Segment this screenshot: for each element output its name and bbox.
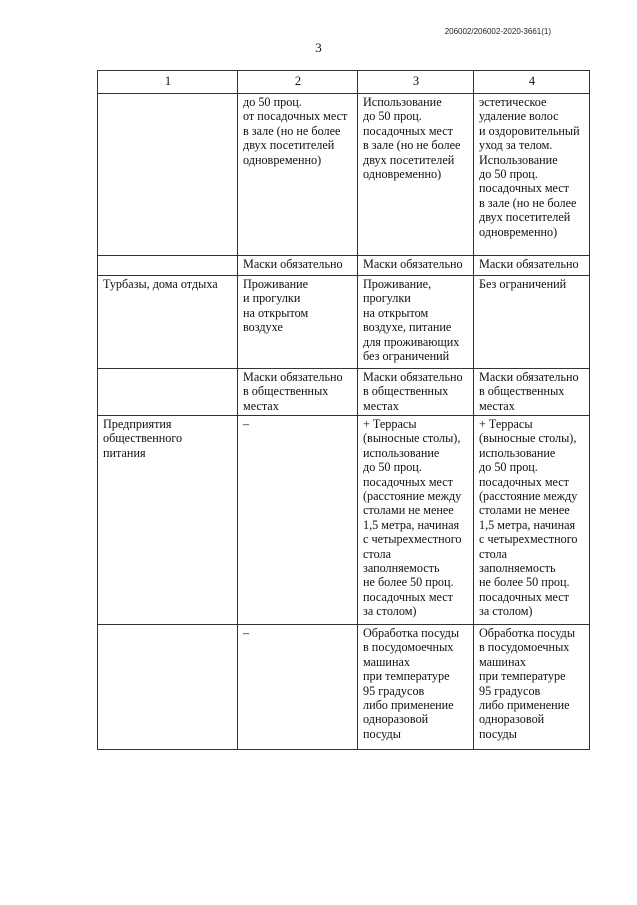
category-cell <box>98 94 238 256</box>
column-header-2: 2 <box>238 71 358 94</box>
table-row <box>98 94 590 256</box>
table-cell: – <box>238 625 358 750</box>
page-number: 3 <box>315 40 322 55</box>
table-cell: Обработка посуды в посудомоечных машинах при температуре 95 градусов либо применение одноразовой посуды <box>358 625 474 750</box>
table-row <box>98 256 590 276</box>
table-cell: + Террасы (выносные столы), использование до 50 проц. посадочных мест (расстояние между столами не менее 1,5 метра, начиная с четырехместного стола заполняемость не более 50 проц. посадочных мест за столом) <box>358 416 474 625</box>
column-header-3: 3 <box>358 71 474 94</box>
table-cell: + Террасы (выносные столы), использование до 50 проц. посадочных мест (расстояние между столами не менее 1,5 метра, начиная с четырехместного стола заполняемость не более 50 проц. посадочных мест за столом) <box>474 416 590 625</box>
table-row <box>98 625 590 750</box>
table-row <box>98 369 590 416</box>
table-cell: Маски обязательно в общественных местах <box>474 369 590 416</box>
document-id: 206002/206002-2020-3661(1) <box>444 27 551 36</box>
table-cell: Маски обязательно <box>474 256 590 276</box>
table-cell: Маски обязательно <box>358 256 474 276</box>
category-cell <box>98 369 238 416</box>
table-cell: до 50 проц. от посадочных мест в зале (но не более двух посетителей одновременно) <box>238 94 358 256</box>
restrictions-table <box>97 70 590 750</box>
column-header-4: 4 <box>474 71 590 94</box>
table-row <box>98 276 590 369</box>
category-cell: Турбазы, дома отдыха <box>98 276 238 369</box>
table-cell: Обработка посуды в посудомоечных машинах при температуре 95 градусов либо применение одноразовой посуды <box>474 625 590 750</box>
table-cell: эстетическое удаление волос и оздоровительный уход за телом. Использование до 50 проц. посадочных мест в зале (но не более двух посетителей одновременно) <box>474 94 590 256</box>
table-cell: Проживание и прогулки на открытом воздухе <box>238 276 358 369</box>
table-cell: Маски обязательно <box>238 256 358 276</box>
table-cell: Маски обязательно в общественных местах <box>358 369 474 416</box>
category-cell <box>98 625 238 750</box>
table-cell: Без ограничений <box>474 276 590 369</box>
table-row <box>98 416 590 625</box>
table-cell: Маски обязательно в общественных местах <box>238 369 358 416</box>
table-cell: – <box>238 416 358 625</box>
category-cell: Предприятия общественного питания <box>98 416 238 625</box>
table-cell: Проживание, прогулки на открытом воздухе, питание для проживающих без ограничений <box>358 276 474 369</box>
table-cell: Использование до 50 проц. посадочных мест в зале (но не более двух посетителей одновременно) <box>358 94 474 256</box>
column-header-1: 1 <box>98 71 238 94</box>
category-cell <box>98 256 238 276</box>
table-header-row <box>98 71 590 94</box>
